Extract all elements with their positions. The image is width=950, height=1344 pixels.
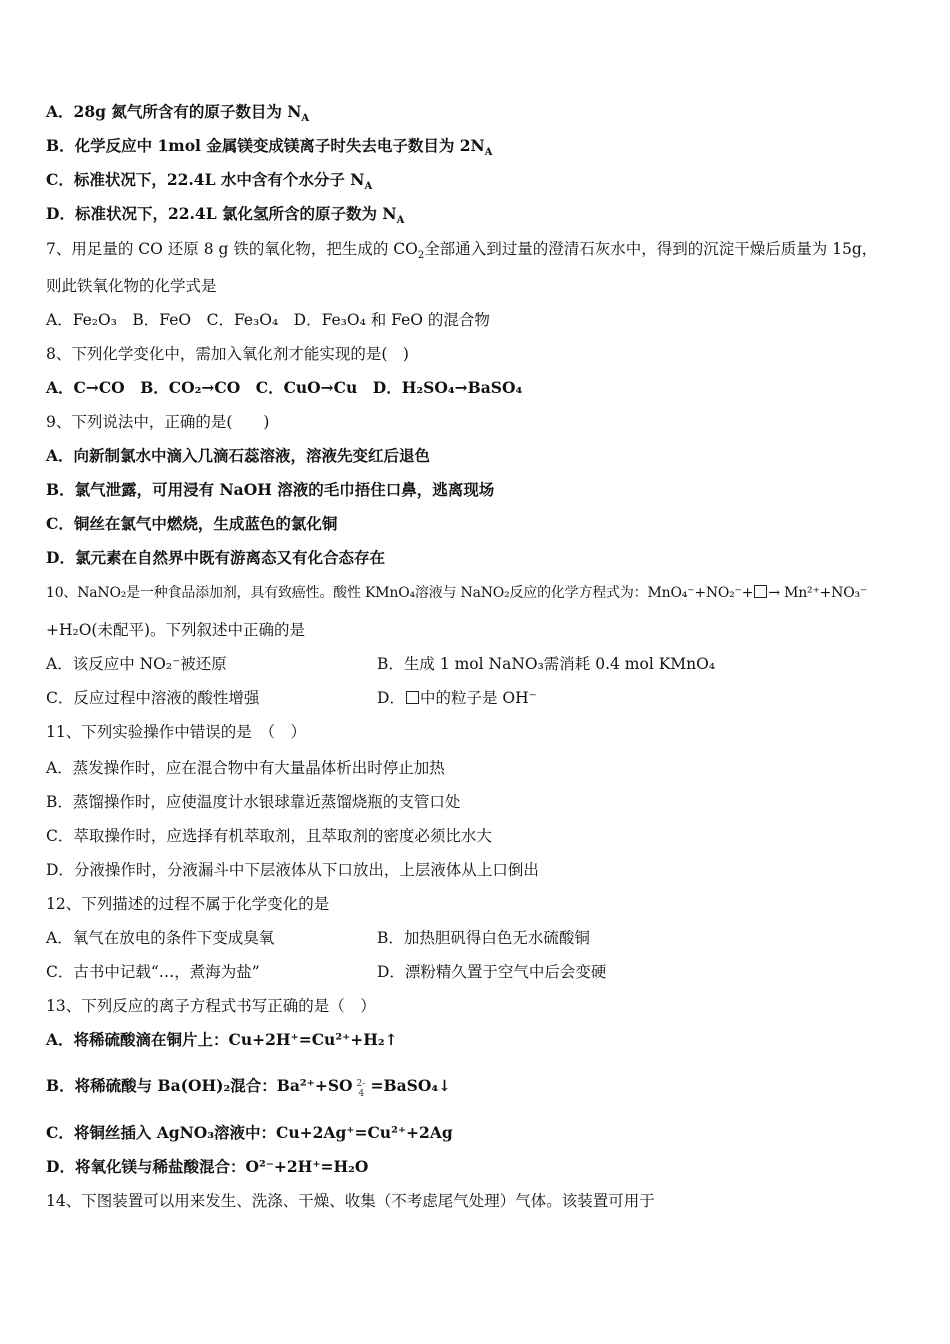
q10-option-b: B．生成 1 mol NaNO₃需消耗 0.4 mol KMnO₄ (377, 655, 716, 673)
q11-stem: 11、下列实验操作中错误的是 （ ） (46, 723, 306, 741)
q14-stem: 14、下图装置可以用来发生、洗涤、干燥、收集（不考虑尾气处理）气体。该装置可用于 (46, 1192, 655, 1210)
q13-option-d: D．将氧化镁与稀盐酸混合：O²⁻+2H⁺=H₂O (46, 1157, 369, 1176)
q12-option-b: B．加热胆矾得白色无水硫酸铜 (377, 929, 590, 947)
q12-options-row1 (46, 927, 590, 949)
q13-stem: 13、下列反应的离子方程式书写正确的是（ ） (46, 997, 376, 1015)
q6-option-d: D．标准状况下，22.4L 氯化氢所含的原子数为 $N_A$ (46, 204, 405, 227)
q8-options: A．C→CO B．CO₂→CO C．CuO→Cu D．H₂SO₄→BaSO₄ (46, 378, 523, 397)
q10-option-d: D． 中的粒子是 OH⁻ (377, 689, 537, 707)
q10-stem-line2: +H₂O(未配平)。下列叙述中正确的是 (46, 621, 306, 639)
q6-option-c: C．标准状况下，22.4L 水中含有个水分子 $N_A$ (46, 170, 373, 193)
q7-stem-line1: 7、用足量的 CO 还原 8 g 铁的氧化物，把生成的 $CO_2$全部通入到过量的澄清石灰水中，得到的沉淀干燥后质量为 15g， (46, 240, 878, 262)
q13-option-b: B．将稀硫酸与 Ba(OH)₂混合：Ba²⁺+SO 2- 4 =BaSO₄↓ (46, 1076, 452, 1099)
q11-option-d: D．分液操作时，分液漏斗中下层液体从下口放出，上层液体从上口倒出 (46, 861, 539, 879)
q13-option-a: A．将稀硫酸滴在铜片上：Cu+2H⁺=Cu²⁺+H₂↑ (46, 1030, 398, 1049)
q9-option-d: D．氯元素在自然界中既有游离态又有化合态存在 (46, 548, 385, 567)
q10-options-row2 (46, 687, 537, 709)
q9-option-a: A．向新制氯水中滴入几滴石蕊溶液，溶液先变红后退色 (46, 446, 431, 465)
q6-option-a: A．28g 氮气所含有的原子数目为 $N_A$ (46, 102, 310, 125)
q10-option-a: A．该反应中 NO₂⁻被还原 (46, 655, 227, 673)
q10-options-row1 (46, 653, 716, 675)
q11-option-a: A．蒸发操作时，应在混合物中有大量晶体析出时停止加热 (46, 759, 445, 777)
q9-option-b: B．氯气泄露，可用浸有 NaOH 溶液的毛巾捂住口鼻，逃离现场 (46, 480, 495, 499)
q12-options-row2 (46, 961, 607, 983)
q9-option-c: C．铜丝在氯气中燃烧，生成蓝色的氯化铜 (46, 514, 338, 533)
blank-box-icon (754, 585, 767, 598)
q13-option-c: C．将铜丝插入 AgNO₃溶液中：Cu+2Ag⁺=Cu²⁺+2Ag (46, 1123, 453, 1142)
q7-options: A．Fe₂O₃ B．FeO C．Fe₃O₄ D．Fe₃O₄ 和 FeO 的混合物 (46, 311, 490, 329)
blank-box-icon (406, 691, 419, 704)
q12-option-d: D．漂粉精久置于空气中后会变硬 (377, 963, 607, 981)
q6-option-b: B．化学反应中 1mol 金属镁变成镁离子时失去电子数目为 $2N_A$ (46, 136, 493, 159)
q8-stem: 8、下列化学变化中，需加入氧化剂才能实现的是( ) (46, 345, 409, 363)
q12-option-a: A．氧气在放电的条件下变成臭氧 (46, 929, 275, 947)
q12-stem: 12、下列描述的过程不属于化学变化的是 (46, 895, 330, 913)
q9-stem: 9、下列说法中，正确的是( ) (46, 413, 270, 431)
q7-stem-line2: 则此铁氧化物的化学式是 (46, 277, 217, 295)
q10-option-c: C．反应过程中溶液的酸性增强 (46, 689, 260, 707)
q11-option-b: B．蒸馏操作时，应使温度计水银球靠近蒸馏烧瓶的支管口处 (46, 793, 461, 811)
q12-option-c: C．古书中记载“…，煮海为盐” (46, 963, 260, 981)
q10-stem-line1: 10、NaNO₂是一种食品添加剂，具有致癌性。酸性 KMnO₄溶液与 NaNO₂反应的化学方程式为：MnO₄⁻+NO₂⁻+ → Mn²⁺+NO₃⁻ (46, 585, 868, 601)
q11-option-c: C．萃取操作时，应选择有机萃取剂，且萃取剂的密度必须比水大 (46, 827, 492, 845)
